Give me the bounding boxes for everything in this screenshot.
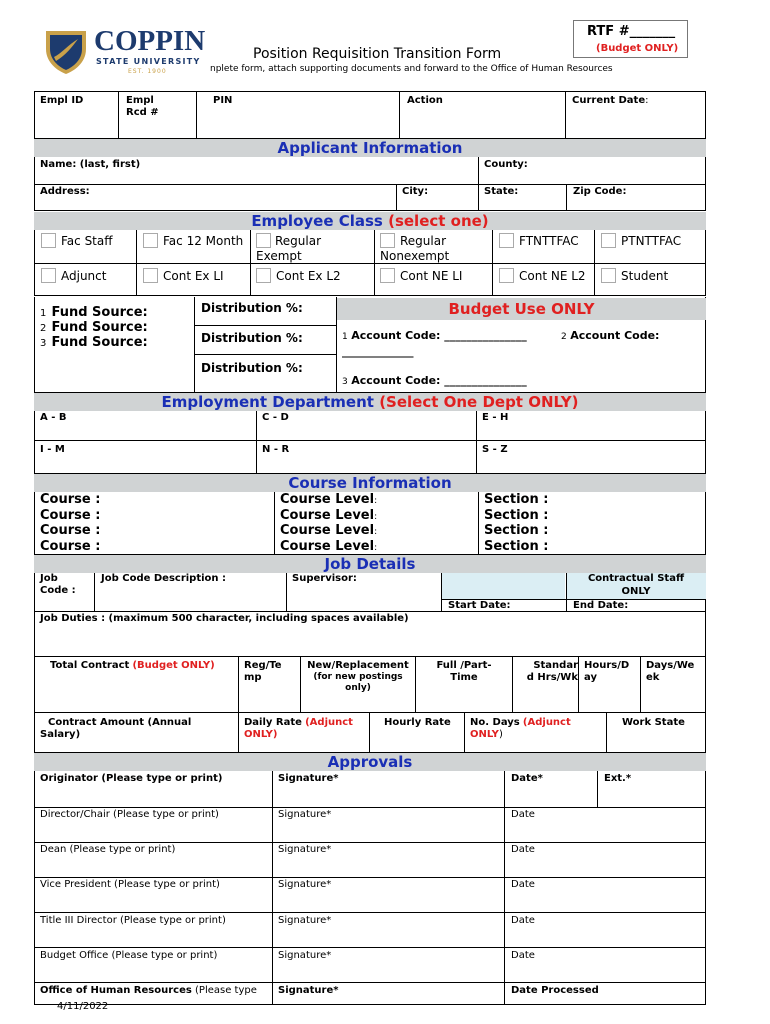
fac-12-month-checkbox[interactable] xyxy=(143,233,158,248)
employment-dept-box xyxy=(34,411,706,474)
form-instruction: nplete form, attach supporting documents and forward to the Office of Human Resources xyxy=(210,64,613,74)
course-level-label-4: Course Level xyxy=(280,539,375,554)
fund-source-label-3: Fund Source: xyxy=(51,335,148,350)
empl-id-field[interactable]: Empl ID xyxy=(40,95,84,106)
originator-date-field[interactable]: Date* xyxy=(511,773,543,784)
vice-president-field[interactable]: Vice President (Please type or print) xyxy=(40,879,220,890)
rtf-label: RTF #_______ xyxy=(587,24,676,39)
employee-class-note: (select one) xyxy=(388,212,489,230)
fac-staff-checkbox[interactable] xyxy=(41,233,56,248)
pin-field[interactable]: PIN xyxy=(213,95,233,106)
no-days-field[interactable] xyxy=(470,717,604,741)
fac-staff-label: Fac Staff xyxy=(61,234,113,248)
account-code-2[interactable] xyxy=(561,329,659,342)
job-details-header xyxy=(34,555,706,573)
ftnttfac-label: FTNTTFAC xyxy=(519,234,579,248)
rtf-note: (Budget ONLY) xyxy=(596,43,679,54)
ohr-field[interactable] xyxy=(40,985,257,996)
originator-signature-field[interactable]: Signature* xyxy=(278,773,339,784)
dean-signature[interactable]: Signature* xyxy=(278,844,332,855)
employment-dept-note: (Select One Dept ONLY) xyxy=(379,393,579,411)
end-date-field[interactable]: End Date: xyxy=(573,600,629,611)
account-code-2-line: _____________ xyxy=(342,345,414,358)
cont-ex-l1-label: Cont Ex LI xyxy=(163,269,224,283)
new-postings-note: (for new postings only) xyxy=(313,672,403,693)
dept-n-r[interactable]: N - R xyxy=(262,444,290,455)
daily-rate-label: Daily Rate xyxy=(244,717,302,728)
no-days-note: (Adjunct xyxy=(522,717,571,728)
daily-rate-note: (Adjunct ONLY) xyxy=(244,717,353,740)
course-field-2[interactable]: Course : xyxy=(40,508,101,523)
employment-dept-title: Employment Department xyxy=(161,393,374,411)
job-duties-field[interactable]: Job Duties : (maximum 500 character, including spaces available) xyxy=(40,613,409,624)
dept-i-m[interactable]: I - M xyxy=(40,444,65,455)
start-date-field[interactable]: Start Date: xyxy=(448,600,511,611)
course-field-3[interactable]: Course : xyxy=(40,523,101,538)
adjunct-label: Adjunct xyxy=(61,269,107,283)
regular-exempt-label: Regular Exempt xyxy=(256,234,322,263)
job-details-title: Job Details xyxy=(324,555,416,573)
cont-ne-l2-label: Cont NE L2 xyxy=(519,269,586,283)
ftnttfac-checkbox[interactable] xyxy=(499,233,514,248)
distribution-1[interactable]: Distribution %: xyxy=(201,301,303,315)
originator-ext-field[interactable]: Ext.* xyxy=(604,773,632,784)
cont-ex-l2-checkbox[interactable] xyxy=(256,268,271,283)
course-field-1[interactable]: Course : xyxy=(40,492,101,507)
state-field[interactable]: State: xyxy=(484,186,519,197)
reg-temp-field[interactable]: Reg/Te mp xyxy=(244,660,282,683)
course-level-label-2: Course Level xyxy=(280,508,375,523)
course-title: Course Information xyxy=(288,474,452,492)
employee-class-header xyxy=(34,212,706,230)
university-est: EST. 1900 xyxy=(128,68,167,75)
ptnttfac-checkbox[interactable] xyxy=(601,233,616,248)
job-code-description-field[interactable]: Job Code Description : xyxy=(101,573,227,584)
fund-num-3: 3 xyxy=(40,338,47,349)
dept-s-z[interactable]: S - Z xyxy=(482,444,508,455)
date-processed-field[interactable]: Date Processed xyxy=(511,985,599,996)
empl-rcd-field[interactable]: Empl Rcd # xyxy=(126,95,159,118)
applicant-title: Applicant Information xyxy=(277,139,463,157)
cont-ex-l1-checkbox[interactable] xyxy=(143,268,158,283)
distribution-2[interactable]: Distribution %: xyxy=(201,331,303,345)
title-iii-director-signature[interactable]: Signature* xyxy=(278,915,332,926)
vice-president-signature[interactable]: Signature* xyxy=(278,879,332,890)
director-chair-date[interactable]: Date xyxy=(511,809,535,820)
no-days-paren: ) xyxy=(498,729,503,740)
title-iii-director-field[interactable]: Title III Director (Please type or print) xyxy=(40,915,226,926)
contractual-staff-label: Contractual Staff ONLY xyxy=(587,573,685,597)
distribution-3[interactable]: Distribution %: xyxy=(201,361,303,375)
action-field[interactable]: Action xyxy=(407,95,443,106)
vice-president-date[interactable]: Date xyxy=(511,879,535,890)
fund-source-label-1: Fund Source: xyxy=(51,305,148,320)
supervisor-field[interactable]: Supervisor: xyxy=(292,573,357,584)
course-level-4[interactable] xyxy=(280,539,377,554)
employment-dept-header xyxy=(34,393,706,411)
no-days-note-2: ONLY xyxy=(470,729,499,740)
course-field-4[interactable]: Course : xyxy=(40,539,101,554)
account-code-label-2: Account Code: xyxy=(570,329,660,342)
total-contract-note: (Budget ONLY) xyxy=(132,660,215,671)
applicant-section-header xyxy=(34,139,706,157)
daily-rate-field[interactable] xyxy=(244,717,353,741)
hourly-rate-field[interactable]: Hourly Rate xyxy=(384,717,451,728)
fund-source-3[interactable] xyxy=(40,331,148,350)
course-level-2[interactable] xyxy=(280,508,377,523)
name-field[interactable]: Name: (last, first) xyxy=(40,159,141,170)
cont-ne-l2-checkbox[interactable] xyxy=(499,268,514,283)
university-subtitle: STATE UNIVERSITY xyxy=(96,57,201,66)
total-contract-label: Total Contract xyxy=(50,660,130,671)
fund-source-label-2: Fund Source: xyxy=(51,320,148,335)
dept-e-h[interactable]: E - H xyxy=(482,412,509,423)
shield-icon xyxy=(42,27,90,75)
account-num-3: 3 xyxy=(342,377,348,387)
university-name: COPPIN xyxy=(94,25,206,57)
current-date-label: Current Date xyxy=(572,95,646,106)
student-label: Student xyxy=(621,269,669,283)
account-num-2: 2 xyxy=(561,332,567,342)
no-days-label: No. Days xyxy=(470,717,520,728)
account-code-label-3: Account Code: _______________ xyxy=(351,374,527,387)
section-field-4[interactable]: Section : xyxy=(484,539,549,554)
course-level-label-1: Course Level xyxy=(280,492,375,507)
days-week-field[interactable]: Days/We ek xyxy=(646,660,695,683)
title-iii-director-date[interactable]: Date xyxy=(511,915,535,926)
adjunct-checkbox[interactable] xyxy=(41,268,56,283)
county-field[interactable]: County: xyxy=(484,159,528,170)
address-field[interactable]: Address: xyxy=(40,186,90,197)
rtf-box[interactable] xyxy=(573,20,688,58)
budget-office-field[interactable]: Budget Office (Please type or print) xyxy=(40,950,218,961)
ohr-signature[interactable]: Signature* xyxy=(278,985,339,996)
course-level-3[interactable] xyxy=(280,523,377,538)
course-level-colon-2: : xyxy=(374,512,378,522)
standard-hrs-wk-field[interactable]: Standar d Hrs/Wk xyxy=(526,660,578,683)
new-replacement-field[interactable]: New/Replacement xyxy=(307,660,409,671)
course-section-header xyxy=(34,474,706,492)
director-chair-field[interactable]: Director/Chair (Please type or print) xyxy=(40,809,219,820)
course-level-1[interactable] xyxy=(280,492,377,507)
current-date-field[interactable] xyxy=(572,95,648,106)
student-checkbox[interactable] xyxy=(601,268,616,283)
university-logo xyxy=(42,25,206,77)
course-level-colon-4: : xyxy=(374,543,378,553)
contract-amount-field[interactable]: Contract Amount (Annual Salary) xyxy=(40,717,192,740)
approvals-title: Approvals xyxy=(327,753,413,771)
dept-a-b[interactable]: A - B xyxy=(40,412,67,423)
budget-use-header xyxy=(337,298,706,320)
ohr-label: Office of Human Resources xyxy=(40,985,192,996)
start-date-highlight xyxy=(441,573,565,599)
course-level-colon-3: : xyxy=(374,527,378,537)
course-level-colon-1: : xyxy=(374,496,378,506)
director-chair-signature[interactable]: Signature* xyxy=(278,809,332,820)
form-title: Position Requisition Transition Form xyxy=(253,46,502,62)
cont-ne-l1-checkbox[interactable] xyxy=(380,268,395,283)
course-level-label-3: Course Level xyxy=(280,523,375,538)
dept-c-d[interactable]: C - D xyxy=(262,412,289,423)
originator-field[interactable]: Originator (Please type or print) xyxy=(40,773,223,784)
work-state-field[interactable]: Work State xyxy=(622,717,685,728)
employee-class-title: Employee Class xyxy=(251,212,383,230)
account-code-3[interactable] xyxy=(342,374,527,387)
section-field-3[interactable]: Section : xyxy=(484,523,549,538)
section-field-2[interactable]: Section : xyxy=(484,508,549,523)
fund-num-2: 2 xyxy=(40,323,47,334)
city-field[interactable]: City: xyxy=(402,186,429,197)
ptnttfac-label: PTNTTFAC xyxy=(621,234,682,248)
full-part-time-field[interactable]: Full /Part- Time xyxy=(436,660,492,683)
footer-date: 4/11/2022 xyxy=(57,1001,109,1012)
budget-office-signature[interactable]: Signature* xyxy=(278,950,332,961)
dean-field[interactable]: Dean (Please type or print) xyxy=(40,844,176,855)
budget-use-title: Budget Use ONLY xyxy=(448,300,595,318)
dean-date[interactable]: Date xyxy=(511,844,535,855)
fac-12-month-label: Fac 12 Month xyxy=(163,234,244,248)
hours-day-field[interactable]: Hours/D ay xyxy=(584,660,630,683)
approvals-header xyxy=(34,753,706,771)
job-code-field[interactable]: Job Code : xyxy=(40,573,76,596)
ohr-note: (Please type xyxy=(195,985,257,996)
current-date-colon: : xyxy=(645,95,649,106)
account-code-label-1: Account Code: _______________ xyxy=(351,329,527,342)
budget-office-date[interactable]: Date xyxy=(511,950,535,961)
zip-field[interactable]: Zip Code: xyxy=(573,186,627,197)
fund-num-1: 1 xyxy=(40,308,47,319)
account-code-1[interactable] xyxy=(342,329,527,342)
regular-nonexempt-label: Regular Nonexempt xyxy=(380,234,450,263)
cont-ne-l1-label: Cont NE LI xyxy=(400,269,463,283)
account-num-1: 1 xyxy=(342,332,348,342)
section-field-1[interactable]: Section : xyxy=(484,492,549,507)
cont-ex-l2-label: Cont Ex L2 xyxy=(276,269,341,283)
total-contract-field[interactable] xyxy=(50,660,215,671)
